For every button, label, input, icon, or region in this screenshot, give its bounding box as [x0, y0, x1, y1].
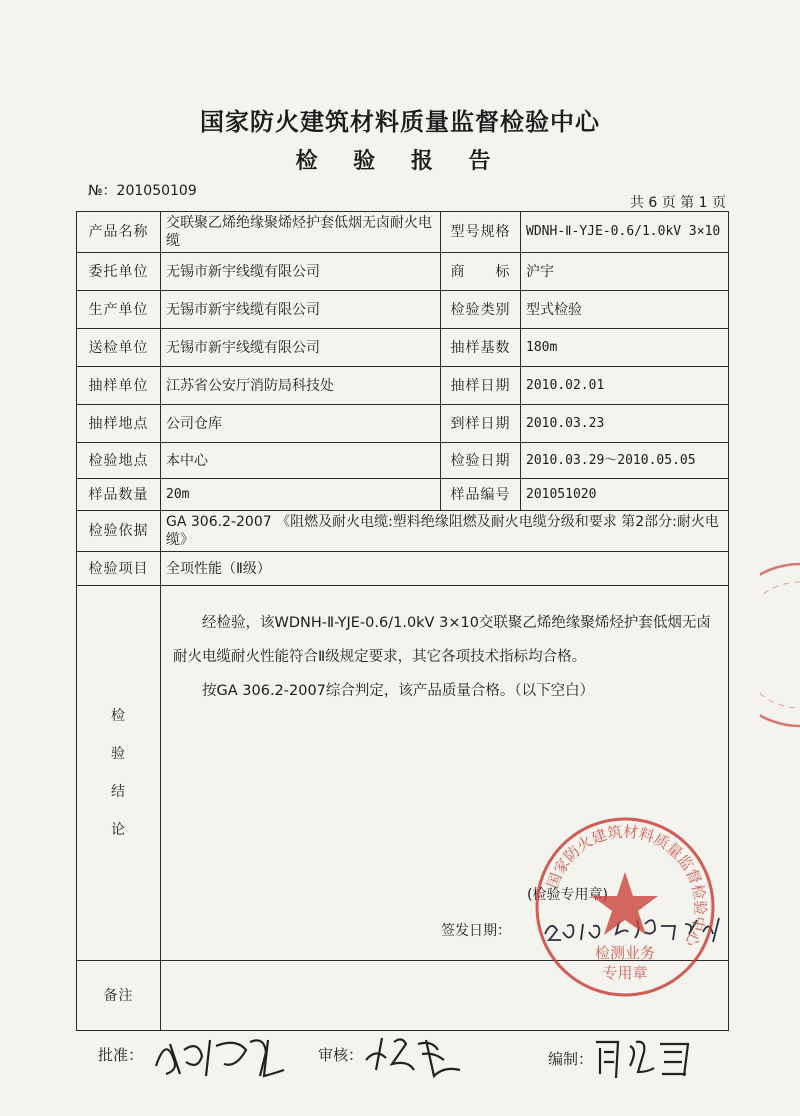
remarks-label: 备注: [77, 961, 161, 1031]
sample-base-value: 180m: [521, 329, 729, 367]
submitter-value: 无锡市新宇线缆有限公司: [161, 329, 441, 367]
conclusion-label-char: 验: [111, 746, 126, 762]
items-label: 检验项目: [77, 552, 161, 586]
submitter-label: 送检单位: [77, 329, 161, 367]
conclusion-paragraph-1: 经检验，该WDNH-Ⅱ-YJE-0.6/1.0kV 3×10交联聚乙烯绝缘聚烯烃护套低烟无卤耐火电缆耐火性能符合Ⅱ级规定要求，其它各项技术指标均合格。: [173, 615, 711, 665]
quantity-label: 样品数量: [77, 479, 161, 511]
table-row: [77, 291, 729, 329]
edge-seal-fragment: [760, 560, 800, 730]
table-row: [77, 253, 729, 291]
seal-inner-text-1: 检测业务: [594, 944, 656, 962]
conclusion-label-char: 检: [111, 708, 126, 724]
test-place-value: 本中心: [161, 443, 441, 479]
sampler-value: 江苏省公安厅消防局科技处: [161, 367, 441, 405]
arrival-date-value: 2010.03.23: [521, 405, 729, 443]
preparer-signature: [590, 1028, 700, 1088]
conclusion-label: [77, 586, 161, 961]
table-row: [77, 367, 729, 405]
table-row: [77, 212, 729, 253]
approver-signature: [150, 1026, 300, 1086]
issue-date-label: 签发日期：: [441, 923, 511, 939]
sample-date-label: 抽样日期: [441, 367, 521, 405]
review-label: 审核：: [318, 1046, 364, 1064]
seal-star-icon: [592, 872, 658, 935]
seal-inner-text-2: 专用章: [602, 964, 648, 982]
seal-ring-text: 国家防火建筑材料质量监督检验中心: [543, 822, 710, 950]
sample-base-label: 抽样基数: [441, 329, 521, 367]
table-row: [77, 329, 729, 367]
model-value: WDNH-Ⅱ-YJE-0.6/1.0kV 3×10: [521, 212, 729, 253]
basis-value: GA 306.2-2007 《阻燃及耐火电缆:塑料绝缘阻燃及耐火电缆分级和要求 第2部分:耐火电缆》: [161, 511, 729, 552]
trademark-label: 商 标: [441, 253, 521, 291]
sample-date-value: 2010.02.01: [521, 367, 729, 405]
items-value: 全项性能（Ⅱ级）: [161, 552, 729, 586]
page-count: 共 6 页 第 1 页: [629, 195, 726, 211]
conclusion-text: [173, 606, 716, 708]
table-row: [77, 511, 729, 552]
test-type-label: 检验类别: [441, 291, 521, 329]
sample-no-label: 样品编号: [441, 479, 521, 511]
sample-no-value: 201051020: [521, 479, 729, 511]
table-row: [77, 479, 729, 511]
quantity-value: 20m: [161, 479, 441, 511]
client-label: 委托单位: [77, 253, 161, 291]
table-row: [77, 405, 729, 443]
test-date-label: 检验日期: [441, 443, 521, 479]
stamp-caption: (检验专用章): [527, 887, 608, 903]
official-seal: [530, 812, 720, 1002]
sample-place-label: 抽样地点: [77, 405, 161, 443]
conclusion-paragraph-2: 按GA 306.2-2007综合判定，该产品质量合格。（以下空白）: [202, 683, 595, 699]
prepare-label: 编制：: [548, 1050, 594, 1068]
table-row: [77, 552, 729, 586]
organization-title: 国家防火建筑材料质量监督检验中心: [200, 108, 600, 136]
approve-label: 批准：: [98, 1046, 144, 1064]
basis-label: 检验依据: [77, 511, 161, 552]
table-row: [77, 443, 729, 479]
document-type-title: 检 验 报 告: [295, 149, 505, 174]
product-name-value: 交联聚乙烯绝缘聚烯烃护套低烟无卤耐火电缆: [161, 212, 441, 253]
model-label: 型号规格: [441, 212, 521, 253]
arrival-date-label: 到样日期: [441, 405, 521, 443]
reviewer-signature: [360, 1024, 480, 1084]
trademark-value: 沪宇: [521, 253, 729, 291]
sampler-label: 抽样单位: [77, 367, 161, 405]
conclusion-label-char: 论: [111, 822, 126, 838]
test-type-value: 型式检验: [521, 291, 729, 329]
client-value: 无锡市新宇线缆有限公司: [161, 253, 441, 291]
test-date-value: 2010.03.29～2010.05.05: [521, 443, 729, 479]
test-place-label: 检验地点: [77, 443, 161, 479]
conclusion-label-char: 结: [111, 784, 126, 800]
document-number: №：201050109: [88, 183, 197, 199]
producer-value: 无锡市新宇线缆有限公司: [161, 291, 441, 329]
sample-place-value: 公司仓库: [161, 405, 441, 443]
conclusion-label-stack: [82, 707, 155, 839]
product-name-label: 产品名称: [77, 212, 161, 253]
producer-label: 生产单位: [77, 291, 161, 329]
